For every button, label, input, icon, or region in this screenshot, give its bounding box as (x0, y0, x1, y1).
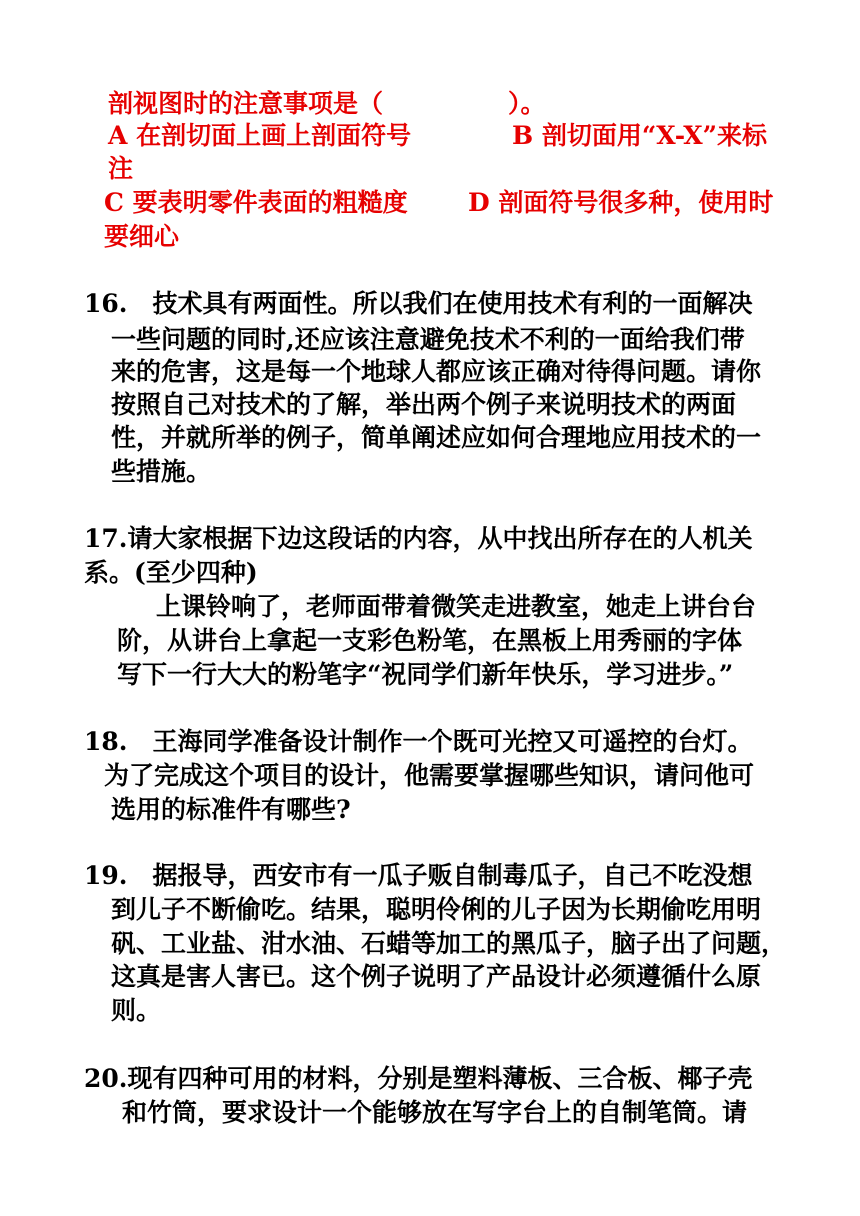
q16-line-4: 按照自己对技术的了解，举出两个例子来说明技术的两面 (111, 390, 737, 419)
q15-option-d: D 剖面符号很多种，使用时 (468, 188, 774, 217)
q16-line-2: 一些问题的同时,还应该注意避免技术不利的一面给我们带 (111, 325, 745, 354)
q15-option-b: B 剖切面用“X-X”来标 (512, 121, 768, 150)
q16-line-1: 16. 技术具有两面性。所以我们在使用技术有利的一面解决 (84, 289, 753, 318)
q19-line-5: 则。 (111, 996, 162, 1025)
q15-option-b-cont: 注 (108, 154, 134, 183)
q20-line-1: 20.现有四种可用的材料，分别是塑料薄板、三合板、椰子壳 (84, 1064, 753, 1093)
q16-line-6: 些措施。 (111, 457, 212, 486)
q19-line-3: 矾、工业盐、泔水油、石蜡等加工的黑瓜子，脑子出了问题， (111, 929, 787, 958)
q15-option-c: C 要表明零件表面的粗糙度 (104, 188, 408, 217)
q17-quote-line-2: 阶，从讲台上拿起一支彩色粉笔，在黑板上用秀丽的字体 (117, 626, 743, 655)
q18-line-1: 18. 王海同学准备设计制作一个既可光控又可遥控的台灯。 (84, 727, 753, 756)
q17-line-1: 17.请大家根据下边这段话的内容，从中找出所存在的人机关 (84, 524, 753, 553)
q15-stem-tail: 剖视图时的注意事项是（ ）。 (108, 89, 546, 118)
q19-line-1: 19. 据报导，西安市有一瓜子贩自制毒瓜子，自己不吃没想 (84, 861, 753, 890)
q15-option-a: A 在剖切面上画上剖面符号 (108, 121, 412, 150)
q16-line-3: 来的危害，这是每一个地球人都应该正确对待得问题。请你 (111, 357, 762, 386)
q20-line-2: 和竹筒，要求设计一个能够放在写字台上的自制笔筒。请 (122, 1098, 748, 1127)
q16-line-5: 性，并就所举的例子，简单阐述应如何合理地应用技术的一 (111, 423, 762, 452)
q15-option-d-cont: 要细心 (104, 222, 180, 251)
q17-line-2: 系。(至少四种) (84, 558, 258, 587)
q18-line-3: 选用的标准件有哪些? (111, 795, 351, 824)
q18-line-2: 为了完成这个项目的设计，他需要掌握哪些知识，请问他可 (104, 761, 755, 790)
q17-quote-line-3: 写下一行大大的粉笔字“祝同学们新年快乐，学习进步。” (117, 660, 734, 689)
q19-line-4: 这真是害人害已。这个例子说明了产品设计必须遵循什么原 (111, 962, 762, 991)
q17-quote-line-1: 上课铃响了，老师面带着微笑走进教室，她走上讲台台 (156, 592, 757, 621)
q19-line-2: 到儿子不断偷吃。结果，聪明伶俐的儿子因为长期偷吃用明 (111, 895, 762, 924)
